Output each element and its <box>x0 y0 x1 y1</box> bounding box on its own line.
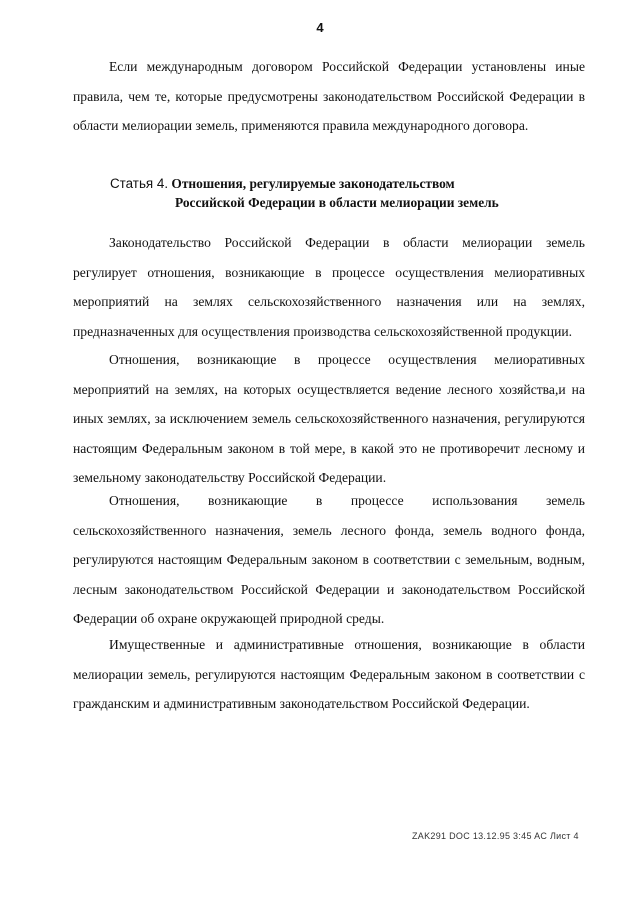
article-title-line1: Отношения, регулируемые законодательством <box>171 176 455 191</box>
footer-stamp: ZAK291 DOC 13.12.95 3:45 AC Лист 4 <box>412 831 579 841</box>
article-title-line2: Российской Федерации в области мелиорации земель <box>175 195 499 210</box>
paragraph-3: Отношения, возникающие в процессе использования земель сельскохозяйственного назначения, земель лесного фонда, земель водного фонда, регулируются настоящим Федеральным законом в соответствии с земельным, водным, лесным законодательством Российской Федерации и законодательством Российской Федерации об охране окружающей природной среды. <box>73 493 585 626</box>
article-heading <box>110 174 455 194</box>
paragraph-2: Отношения, возникающие в процессе осуществления мелиоративных мероприятий на землях, на которых осуществляется ведение лесного хозяйства,и на иных землях, за исключением земель сельскохозяйственного назначения, регулируются настоящим Федеральным законом в той мере, в какой это не противоречит лесному и земельному законодательству Российской Федерации. <box>73 352 585 485</box>
paragraph-1: Законодательство Российской Федерации в области мелиорации земель регулирует отношения, возникающие в процессе осуществления мелиоративных мероприятий на землях сельскохозяйственного назначения или на землях, предназначенных для осуществления производства сельскохозяйственной продукции. <box>73 235 585 339</box>
page-number: 4 <box>316 20 324 35</box>
intro-paragraph: Если международным договором Российской Федерации установлены иные правила, чем те, которые предусмотрены законодательством Российской Федерации в области мелиорации земель, применяются правила международного договора. <box>73 59 585 133</box>
paragraph-4: Имущественные и административные отношения, возникающие в области мелиорации земель, регулируются настоящим Федеральным законом в соответствии с гражданским и административным законодательством Российской Федерации. <box>73 637 585 711</box>
article-prefix: Статья 4. <box>110 176 169 191</box>
